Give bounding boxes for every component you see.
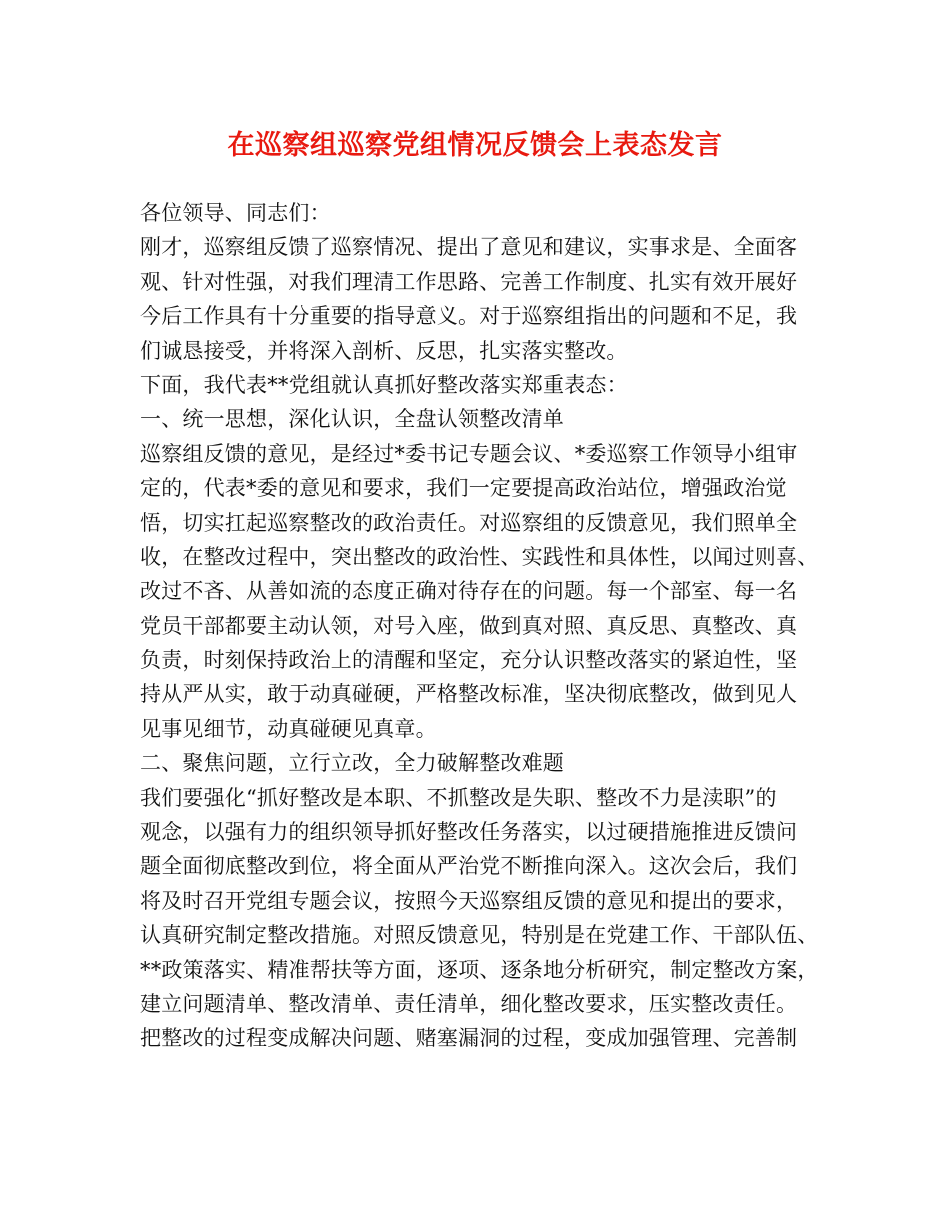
text-line: 负责，时刻保持政治上的清醒和坚定，充分认识整改落实的紧迫性，坚 (140, 648, 798, 673)
text-line: 建立问题清单、整改清单、责任清单，细化整改要求，压实整改责任。 (140, 991, 798, 1016)
text-line: 巡察组反馈的意见，是经过*委书记专题会议、*委巡察工作领导小组审 (140, 441, 798, 466)
text-line: 今后工作具有十分重要的指导意义。对于巡察组指出的问题和不足，我 (140, 304, 798, 329)
text-line: 们诚恳接受，并将深入剖析、反思，扎实落实整改。 (140, 338, 628, 363)
text-line: 持从严从实，敢于动真碰硬，严格整改标准，坚决彻底整改，做到见人 (140, 682, 798, 707)
text-line: 题全面彻底整改到位，将全面从严治党不断推向深入。这次会后，我们 (140, 854, 798, 879)
text-line: 将及时召开党组专题会议，按照今天巡察组反馈的意见和提出的要求， (140, 888, 798, 913)
text-line-greeting: 各位领导、同志们： (140, 201, 331, 225)
text-line: 把整改的过程变成解决问题、赌塞漏洞的过程，变成加强管理、完善制 (140, 1026, 798, 1051)
text-line: 党员干部都要主动认领，对号入座，做到真对照、真反思、真整改、真 (140, 613, 798, 638)
text-line: 我们要强化“抓好整改是本职、不抓整改是失职、整改不力是渎职”的 (140, 785, 777, 810)
text-line: 观、针对性强，对我们理清工作思路、完善工作制度、扎实有效开展好 (140, 269, 798, 294)
text-line: 悟，切实扛起巡察整改的政治责任。对巡察组的反馈意见，我们照单全 (140, 510, 798, 535)
text-line: 改过不吝、从善如流的态度正确对待存在的问题。每一个部室、每一名 (140, 579, 798, 604)
section-heading-2: 二、聚焦问题，立行立改，全力破解整改难题 (140, 751, 564, 776)
text-line: 刚才，巡察组反馈了巡察情况、提出了意见和建议，实事求是、全面客 (140, 235, 798, 260)
text-line: 观念，以强有力的组织领导抓好整改任务落实，以过硬措施推进反馈问 (140, 820, 798, 845)
text-line: **政策落实、精准帮扶等方面，逐项、逐条地分析研究，制定整改方案， (140, 957, 819, 982)
text-line: 定的，代表*委的意见和要求，我们一定要提高政治站位，增强政治觉 (140, 476, 787, 501)
document-body (140, 196, 830, 1056)
section-heading-1: 一、统一思想，深化认识，全盘认领整改清单 (140, 407, 564, 432)
text-line: 认真研究制定整改措施。对照反馈意见，特别是在党建工作、干部队伍、 (140, 923, 819, 948)
text-line: 见事见细节，动真碰硬见真章。 (140, 716, 437, 741)
text-line: 下面，我代表**党组就认真抓好整改落实郑重表态： (140, 372, 628, 397)
document-title: 在巡察组巡察党组情况反馈会上表态发言 (227, 130, 723, 161)
text-line: 收，在整改过程中，突出整改的政治性、实践性和具体性，以闻过则喜、 (140, 544, 819, 569)
